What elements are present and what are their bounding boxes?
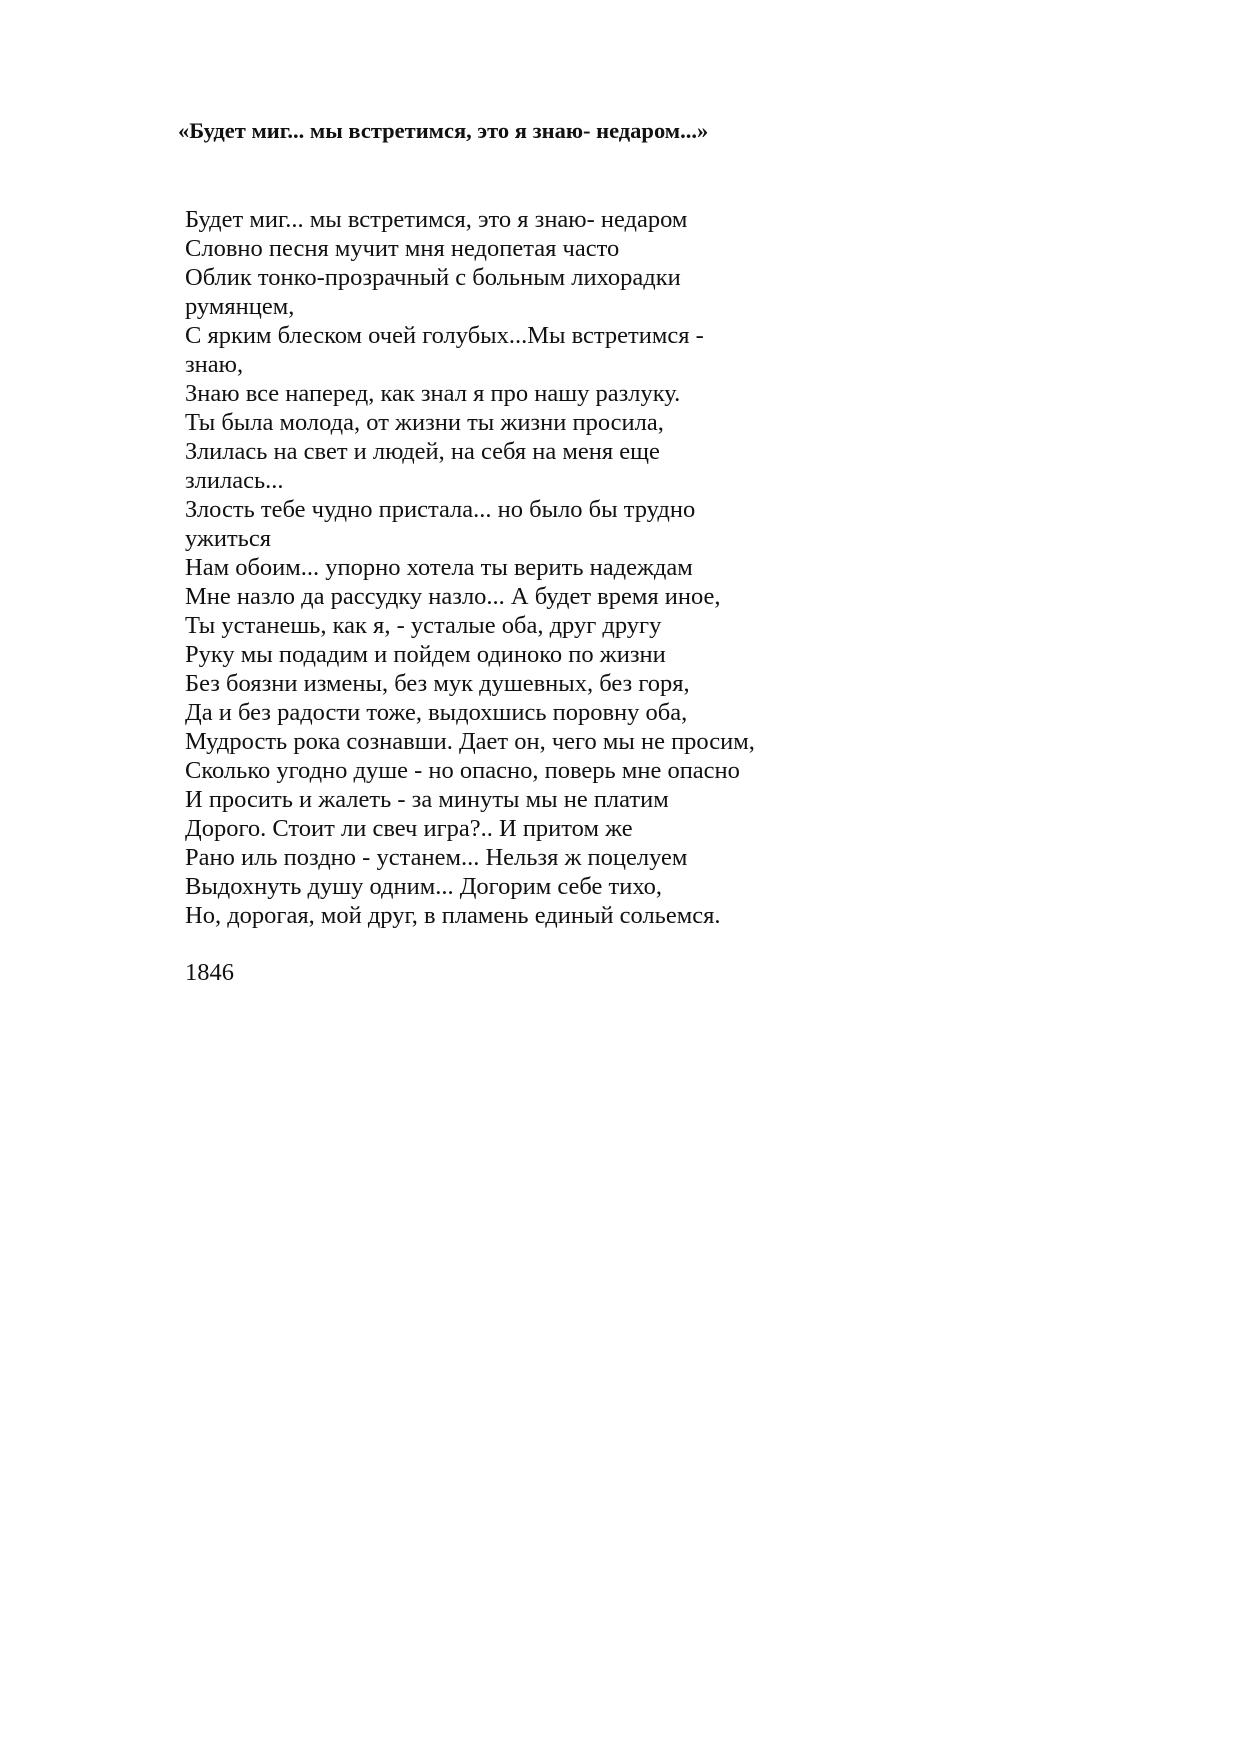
poem-line: Без боязни измены, без мук душевных, без горя, bbox=[185, 670, 690, 697]
poem-line: румянцем, bbox=[185, 293, 295, 320]
poem-line: Руку мы подадим и пойдем одиноко по жизни bbox=[185, 641, 666, 668]
poem-line: знаю, bbox=[185, 351, 244, 378]
poem-line: С ярким блеском очей голубых...Мы встретимся - bbox=[185, 322, 704, 349]
poem-line: Облик тонко-прозрачный с больным лихорадки bbox=[185, 264, 681, 291]
poem-line: Словно песня мучит мня недопетая часто bbox=[185, 235, 620, 262]
poem-line: Мудрость рока сознавши. Дает он, чего мы не просим, bbox=[185, 728, 755, 755]
poem-line: Мне назло да рассудку назло... А будет время иное, bbox=[185, 583, 721, 610]
poem-title: «Будет миг... мы встретимся, это я знаю- недаром...» bbox=[178, 118, 709, 143]
poem-line: Нам обоим... упорно хотела ты верить надеждам bbox=[185, 554, 693, 581]
poem-line: Злость тебе чудно пристала... но было бы трудно bbox=[185, 496, 696, 523]
poem-line: ужиться bbox=[185, 525, 271, 552]
poem-line: Дорого. Стоит ли свеч игра?.. И притом же bbox=[185, 815, 633, 842]
poem-line: Ты устанешь, как я, - усталые оба, друг другу bbox=[185, 612, 662, 639]
poem-line: Злилась на свет и людей, на себя на меня еще bbox=[185, 438, 660, 465]
poem-body bbox=[185, 205, 805, 930]
poem-line: Выдохнуть душу одним... Догорим себе тихо, bbox=[185, 873, 663, 900]
poem-line: Будет миг... мы встретимся, это я знаю- недаром bbox=[185, 206, 688, 233]
poem-line: Сколько угодно душе - но опасно, поверь мне опасно bbox=[185, 757, 740, 784]
poem-line: Рано иль поздно - устанем... Нельзя ж поцелуем bbox=[185, 844, 688, 871]
poem-line: Ты была молода, от жизни ты жизни просила, bbox=[185, 409, 664, 436]
poem-line: И просить и жалеть - за минуты мы не платим bbox=[185, 786, 669, 813]
poem-year: 1846 bbox=[185, 959, 234, 986]
poem-line: Да и без радости тоже, выдохшись поровну оба, bbox=[185, 699, 688, 726]
poem-line: злилась... bbox=[185, 467, 284, 494]
poem-line: Знаю все наперед, как знал я про нашу разлуку. bbox=[185, 380, 681, 407]
poem-line: Но, дорогая, мой друг, в пламень единый сольемся. bbox=[185, 902, 721, 929]
